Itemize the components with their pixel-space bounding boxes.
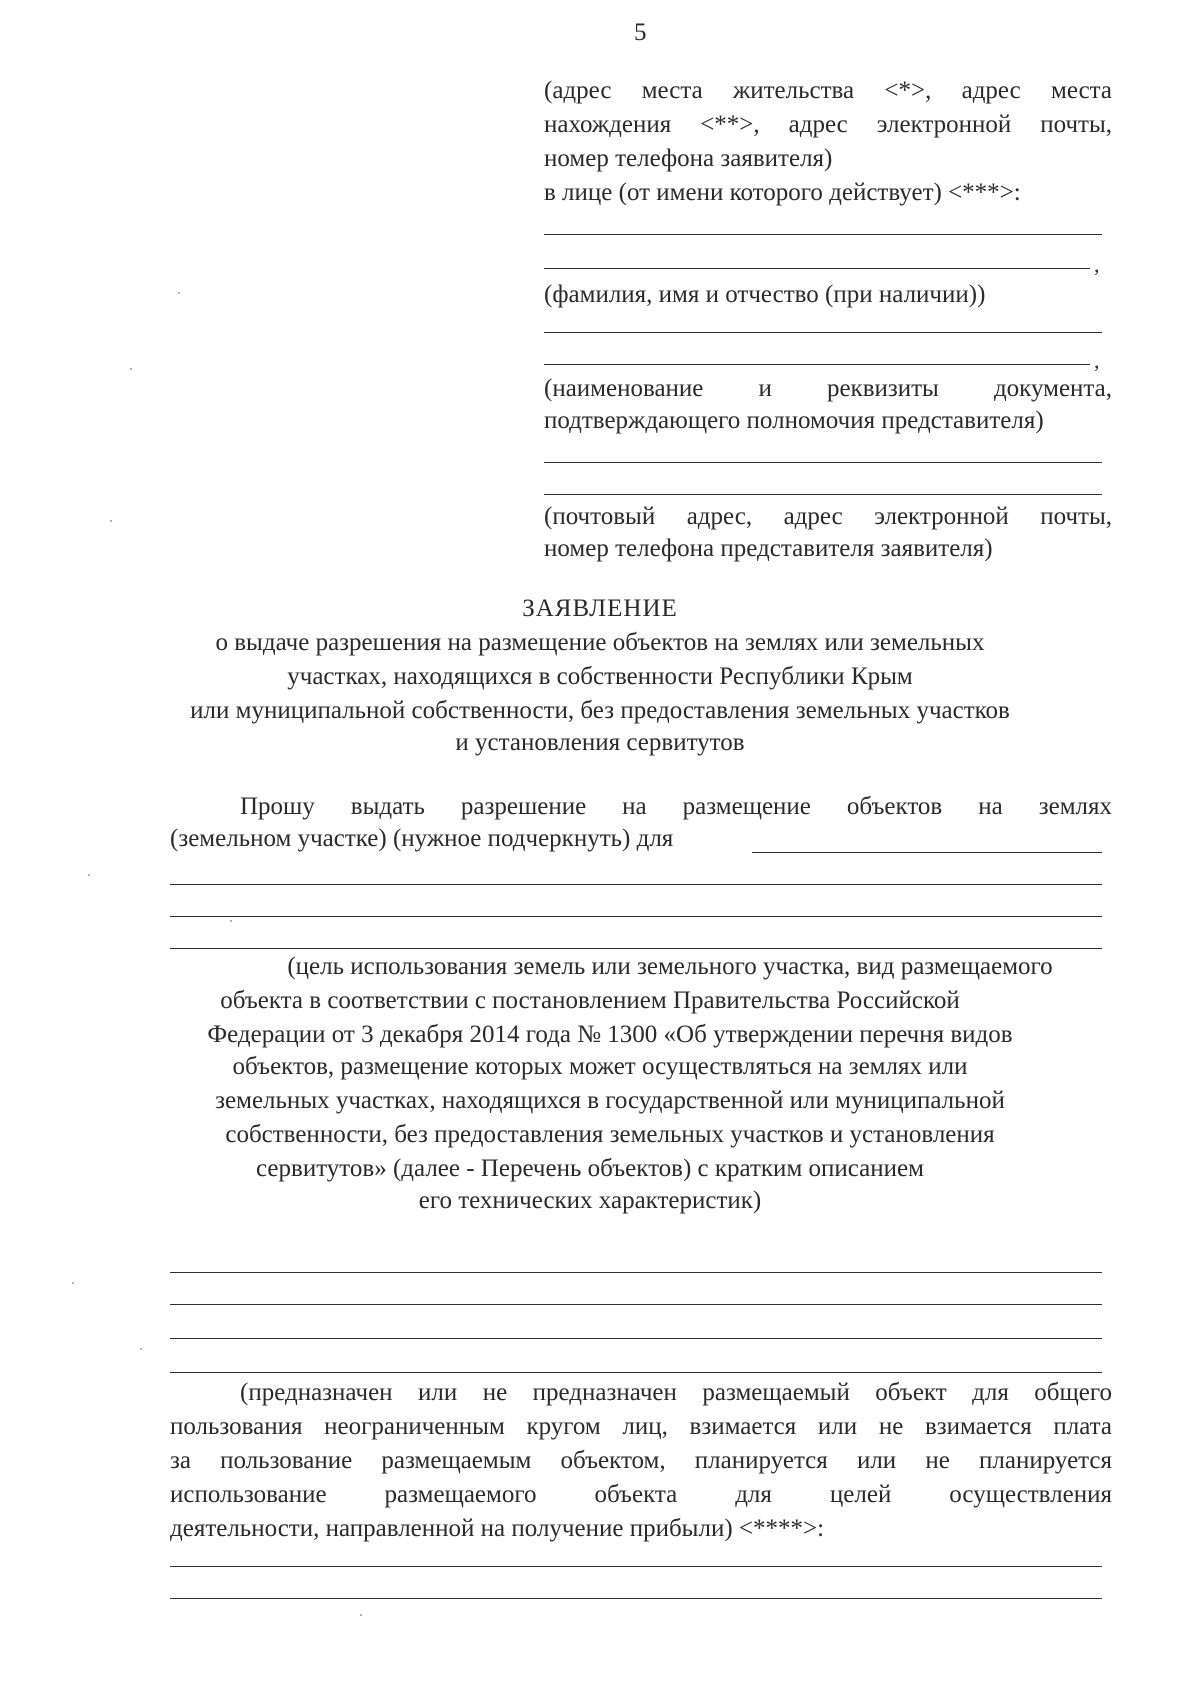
representative-name-field-line-2[interactable] bbox=[544, 268, 1090, 269]
purpose-field-line-1[interactable] bbox=[170, 884, 1102, 885]
purpose-caption-line-4: объектов, размещение которых может осуществляться на землях или bbox=[232, 1053, 968, 1080]
purpose-field-inline[interactable] bbox=[752, 852, 1102, 853]
scan-speck bbox=[72, 1282, 74, 1284]
purpose-field-line-3[interactable] bbox=[170, 948, 1102, 949]
purpose-field-line-2[interactable] bbox=[170, 916, 1102, 917]
comma-1: , bbox=[1094, 252, 1100, 277]
purpose-caption-line-2: объекта в соответствии с постановлением Правительства Российской bbox=[220, 987, 960, 1014]
document-caption-line-1: (наименование и реквизиты документа, bbox=[544, 375, 1112, 402]
address-caption-line-1: (адрес места жительства <*>, адрес места bbox=[544, 77, 1112, 104]
statement-title-line-4: и установления сервитутов bbox=[455, 729, 745, 756]
usage-caption-line-2: пользования неограниченным кругом лиц, взимается или не взимается плата bbox=[170, 1413, 1112, 1440]
description-field-line-2[interactable] bbox=[170, 1304, 1102, 1305]
scan-speck bbox=[178, 292, 180, 294]
address-caption-line-2: нахождения <**>, адрес электронной почты, bbox=[544, 111, 1112, 138]
representative-name-field-line-1[interactable] bbox=[544, 234, 1102, 235]
scan-speck bbox=[130, 368, 132, 370]
purpose-caption-line-6: собственности, без предоставления земельных участков и установления bbox=[225, 1121, 995, 1148]
statement-title-line-3: или муниципальной собственности, без предоставления земельных участков bbox=[190, 697, 1010, 724]
authority-document-field-line-2[interactable] bbox=[544, 364, 1090, 365]
usage-caption-line-1: (предназначен или не предназначен размещаемый объект для общего bbox=[240, 1379, 1112, 1406]
description-field-line-4[interactable] bbox=[170, 1372, 1102, 1373]
comma-2: , bbox=[1094, 348, 1100, 373]
description-field-line-1[interactable] bbox=[170, 1272, 1102, 1273]
usage-caption-line-5: деятельности, направленной на получение прибыли) <****>: bbox=[170, 1515, 825, 1542]
representative-caption-line-1: (почтовый адрес, адрес электронной почты, bbox=[544, 503, 1112, 530]
usage-field-line-1[interactable] bbox=[170, 1566, 1102, 1567]
usage-field-line-2[interactable] bbox=[170, 1598, 1102, 1599]
description-field-line-3[interactable] bbox=[170, 1338, 1102, 1339]
purpose-caption-line-5: земельных участках, находящихся в государственной или муниципальной bbox=[215, 1087, 1005, 1114]
address-caption-line-3: номер телефона заявителя) bbox=[544, 145, 833, 172]
scan-speck bbox=[110, 520, 112, 522]
purpose-caption-line-7: сервитутов» (далее - Перечень объектов) с кратким описанием bbox=[256, 1155, 924, 1182]
representative-contact-field-line-1[interactable] bbox=[544, 462, 1102, 463]
usage-caption-line-4: использование размещаемого объекта для целей осуществления bbox=[170, 1481, 1112, 1508]
statement-title-line-1: о выдаче разрешения на размещение объектов на землях или земельных bbox=[215, 629, 985, 656]
representative-caption-line-2: номер телефона представителя заявителя) bbox=[544, 535, 993, 562]
representative-contact-field-line-2[interactable] bbox=[544, 494, 1102, 495]
name-caption: (фамилия, имя и отчество (при наличии)) bbox=[544, 281, 986, 308]
scan-speck bbox=[140, 1348, 142, 1350]
scan-speck bbox=[88, 874, 90, 876]
scan-speck bbox=[360, 1614, 362, 1616]
purpose-caption-line-3: Федерации от 3 декабря 2014 года № 1300 «Об утверждении перечня видов bbox=[207, 1021, 1013, 1048]
statement-title-line-2: участках, находящихся в собственности Республики Крым bbox=[287, 663, 913, 690]
acting-line: в лице (от имени которого действует) <***>: bbox=[544, 179, 1021, 206]
statement-heading: ЗАЯВЛЕНИЕ bbox=[522, 595, 678, 622]
request-line-1: Прошу выдать разрешение на размещение объектов на землях bbox=[240, 793, 1112, 820]
page-number: 5 bbox=[634, 19, 647, 46]
authority-document-field-line-1[interactable] bbox=[544, 332, 1102, 333]
purpose-caption-line-1: (цель использования земель или земельного участка, вид размещаемого bbox=[287, 953, 1053, 980]
request-line-2: (земельном участке) (нужное подчеркнуть) для bbox=[170, 825, 674, 852]
scan-speck bbox=[230, 920, 232, 922]
document-caption-line-2: подтверждающего полномочия представителя) bbox=[544, 407, 1044, 434]
purpose-caption-line-8: его технических характеристик) bbox=[418, 1187, 762, 1214]
usage-caption-line-3: за пользование размещаемым объектом, планируется или не планируется bbox=[170, 1447, 1112, 1474]
